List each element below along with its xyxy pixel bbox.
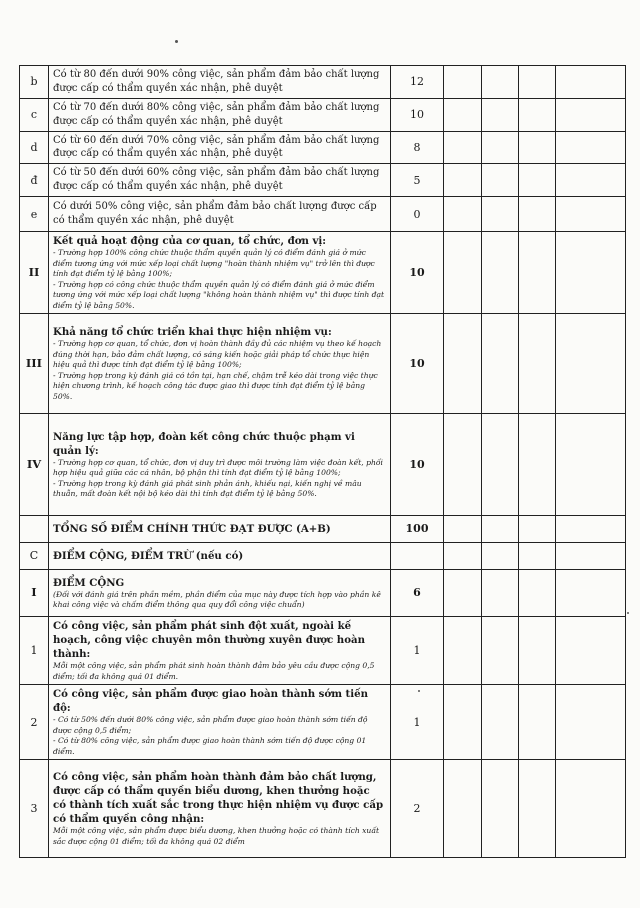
table-row	[20, 232, 626, 314]
row-text: Có từ 60 đến dưới 70% công việc, sản phẩm đảm bảo chất lượng được cấp có thẩm quyền xác nhận, phê duyệt	[53, 134, 380, 160]
row-title: Kết quả hoạt động của cơ quan, tổ chức, đơn vị:	[53, 235, 327, 248]
empty-cell	[482, 232, 519, 314]
table-row	[20, 516, 626, 543]
row-content	[49, 66, 391, 99]
empty-cell	[482, 314, 519, 414]
row-code: I	[20, 570, 49, 617]
row-text: Có từ 80 đến dưới 90% công việc, sản phẩm đảm bảo chất lượng được cấp có thẩm quyền xác nhận, phê duyệt	[53, 69, 380, 94]
empty-cell	[519, 516, 556, 543]
table-row	[20, 164, 626, 197]
empty-cell	[519, 685, 556, 760]
scan-dot	[418, 690, 420, 692]
empty-cell	[444, 617, 482, 685]
empty-cell	[556, 66, 626, 99]
empty-cell	[519, 66, 556, 99]
table-row	[20, 570, 626, 617]
empty-cell	[519, 232, 556, 314]
row-note: (Đối với đánh giá trên phần mềm, phần điểm của mục này được tích hợp vào phần kê khai công việc và chấm điểm thông qua quy đổi công việc chuẩn)	[53, 589, 381, 610]
empty-cell	[482, 98, 519, 131]
row-score: 10	[391, 98, 444, 131]
scan-dot	[627, 612, 629, 614]
empty-cell	[482, 570, 519, 617]
row-title: Khả năng tổ chức triển khai thực hiện nhiệm vụ:	[53, 326, 332, 339]
row-code: e	[20, 197, 49, 232]
row-note: Mỗi một công việc, sản phẩm phát sinh hoàn thành đảm bảo yêu cầu được cộng 0,5 điểm; tối đa không quá 01 điểm.	[53, 661, 375, 681]
row-score: 10	[391, 232, 444, 314]
empty-cell	[482, 131, 519, 164]
empty-cell	[556, 98, 626, 131]
row-score: 2	[391, 760, 444, 858]
scoring-table-body	[20, 66, 626, 858]
empty-cell	[556, 570, 626, 617]
empty-cell	[556, 314, 626, 414]
row-content	[49, 414, 391, 516]
row-text: Có từ 70 đến dưới 80% công việc, sản phẩm đảm bảo chất lượng được cấp có thẩm quyền xác nhận, phê duyệt	[53, 101, 380, 127]
empty-cell	[519, 760, 556, 858]
row-note: - Có từ 80% công việc, sản phẩm được giao hoàn thành sớm tiến độ được cộng 01 điểm.	[53, 736, 367, 756]
empty-cell	[519, 98, 556, 131]
row-score: 8	[391, 131, 444, 164]
empty-cell	[444, 164, 482, 197]
empty-cell	[519, 543, 556, 570]
row-note: - Trường hợp trong kỳ đánh giá phát sinh phản ánh, khiếu nại, kiến nghị về mâu thuẫn, mất đoàn kết nội bộ kéo dài thì tính đạt điểm tỷ lệ bằng 50%.	[53, 478, 362, 499]
row-text: Có dưới 50% công việc, sản phẩm đảm bảo chất lượng được cấp có thẩm quyền xác nhận, phê duyệt	[53, 201, 377, 227]
empty-cell	[482, 685, 519, 760]
row-content	[49, 516, 391, 543]
row-content	[49, 760, 391, 858]
row-content	[49, 232, 391, 314]
empty-cell	[444, 685, 482, 760]
row-score: 10	[391, 414, 444, 516]
table-row	[20, 543, 626, 570]
row-code: II	[20, 232, 49, 314]
empty-cell	[519, 197, 556, 232]
row-code: 1	[20, 617, 49, 685]
empty-cell	[444, 543, 482, 570]
empty-cell	[444, 66, 482, 99]
row-content	[49, 314, 391, 414]
row-text: Có từ 50 đến dưới 60% công việc, sản phẩm đảm bảo chất lượng được cấp có thẩm quyền xác nhận, phê duyệt	[53, 167, 380, 193]
empty-cell	[519, 414, 556, 516]
row-score: 5	[391, 164, 444, 197]
empty-cell	[482, 197, 519, 232]
row-content	[49, 685, 391, 760]
row-code: 3	[20, 760, 49, 858]
row-title: Có công việc, sản phẩm phát sinh đột xuất, ngoài kế hoạch, công việc chuyên môn thường xuyên được hoàn thành:	[53, 620, 366, 661]
empty-cell	[444, 98, 482, 131]
empty-cell	[556, 414, 626, 516]
row-score: 12	[391, 66, 444, 99]
scan-dot	[175, 40, 178, 43]
empty-cell	[482, 543, 519, 570]
row-content	[49, 570, 391, 617]
table-row	[20, 414, 626, 516]
empty-cell	[444, 131, 482, 164]
row-title: Có công việc, sản phẩm được giao hoàn thành sớm tiến độ:	[53, 688, 369, 715]
empty-cell	[556, 516, 626, 543]
empty-cell	[444, 314, 482, 414]
row-code: b	[20, 66, 49, 99]
empty-cell	[556, 543, 626, 570]
table-row	[20, 98, 626, 131]
empty-cell	[519, 617, 556, 685]
row-title: Có công việc, sản phẩm hoàn thành đảm bảo chất lượng, được cấp có thẩm quyền biểu dương, khen thưởng hoặc có thành tích xuất sắc trong thực hiện nhiệm vụ được cấp có thẩm quyền công nhận:	[53, 771, 384, 826]
table-row	[20, 760, 626, 858]
table-row	[20, 685, 626, 760]
empty-cell	[482, 66, 519, 99]
row-code: c	[20, 98, 49, 131]
row-content	[49, 197, 391, 232]
row-code: C	[20, 543, 49, 570]
empty-cell	[556, 617, 626, 685]
empty-cell	[556, 197, 626, 232]
row-code: 2	[20, 685, 49, 760]
empty-cell	[444, 197, 482, 232]
row-content	[49, 617, 391, 685]
row-note: Mỗi một công việc, sản phẩm được biểu dương, khen thưởng hoặc có thành tích xuất sắc được cộng 01 điểm; tối đa không quá 02 điểm	[53, 826, 380, 846]
empty-cell	[444, 414, 482, 516]
row-code: IV	[20, 414, 49, 516]
table-row	[20, 617, 626, 685]
row-note: - Trường hợp cơ quan, tổ chức, đơn vị hoàn thành đầy đủ các nhiệm vụ theo kế hoạch đúng thời hạn, bảo đảm chất lượng, có sáng kiến hoặc giải pháp tổ chức thực hiện hiệu quả thì được tính đạt điểm tỷ lệ bằng 100%;	[53, 339, 382, 370]
row-note: - Trường hợp 100% công chức thuộc thẩm quyền quản lý có điểm đánh giá ở mức điểm tương ứng với mức xếp loại chất lượng "hoàn thành nhiệm vụ" trở lên thì được tính đạt điểm tỷ lệ bằng 100%;	[53, 248, 375, 279]
empty-cell	[556, 131, 626, 164]
row-content	[49, 131, 391, 164]
empty-cell	[482, 617, 519, 685]
row-note: - Trường hợp cơ quan, tổ chức, đơn vị duy trì được môi trường làm việc đoàn kết, phối hợp hiệu quả giữa các cá nhân, bộ phận thì tính đạt điểm tỷ lệ bằng 100%;	[53, 457, 383, 478]
empty-cell	[482, 760, 519, 858]
row-code: III	[20, 314, 49, 414]
table-row	[20, 197, 626, 232]
empty-cell	[482, 414, 519, 516]
empty-cell	[519, 570, 556, 617]
row-score: 1	[391, 685, 444, 760]
row-text: ĐIỂM CỘNG, ĐIỂM TRỪ (nếu có)	[53, 550, 244, 563]
empty-cell	[519, 131, 556, 164]
empty-cell	[444, 516, 482, 543]
row-score: 100	[391, 516, 444, 543]
empty-cell	[556, 760, 626, 858]
row-note: - Có từ 50% đến dưới 80% công việc, sản phẩm được giao hoàn thành sớm tiến độ được cộng 0,5 điểm;	[53, 715, 368, 735]
empty-cell	[482, 516, 519, 543]
row-content	[49, 164, 391, 197]
empty-cell	[444, 570, 482, 617]
row-code: đ	[20, 164, 49, 197]
row-text: TỔNG SỐ ĐIỂM CHÍNH THỨC ĐẠT ĐƯỢC (A+B)	[53, 523, 331, 536]
row-score: 6	[391, 570, 444, 617]
row-score: 10	[391, 314, 444, 414]
empty-cell	[556, 685, 626, 760]
row-title: Năng lực tập hợp, đoàn kết công chức thuộc phạm vi quản lý:	[53, 430, 355, 457]
row-code	[20, 516, 49, 543]
row-content	[49, 543, 391, 570]
row-code: d	[20, 131, 49, 164]
empty-cell	[482, 164, 519, 197]
row-content	[49, 98, 391, 131]
row-score	[391, 543, 444, 570]
empty-cell	[519, 164, 556, 197]
empty-cell	[519, 314, 556, 414]
table-row	[20, 131, 626, 164]
empty-cell	[444, 760, 482, 858]
row-note: - Trường hợp trong kỳ đánh giá có tồn tại, hạn chế, chậm trễ kéo dài trong việc thực hiện chương trình, kế hoạch công tác được giao thì được tính đạt điểm tỷ lệ bằng 50%.	[53, 370, 378, 401]
row-score: 0	[391, 197, 444, 232]
row-note: - Trường hợp có công chức thuộc thẩm quyền quản lý có điểm đánh giá ở mức điểm tương ứng với mức xếp loại chất lượng "không hoàn thành nhiệm vụ" thì được tính đạt điểm tỷ lệ bằng 50%.	[53, 279, 385, 310]
empty-cell	[556, 164, 626, 197]
row-title: ĐIỂM CỘNG	[53, 576, 125, 589]
scoring-table	[19, 65, 626, 858]
table-row	[20, 314, 626, 414]
row-score: 1	[391, 617, 444, 685]
empty-cell	[444, 232, 482, 314]
empty-cell	[556, 232, 626, 314]
table-row	[20, 66, 626, 99]
